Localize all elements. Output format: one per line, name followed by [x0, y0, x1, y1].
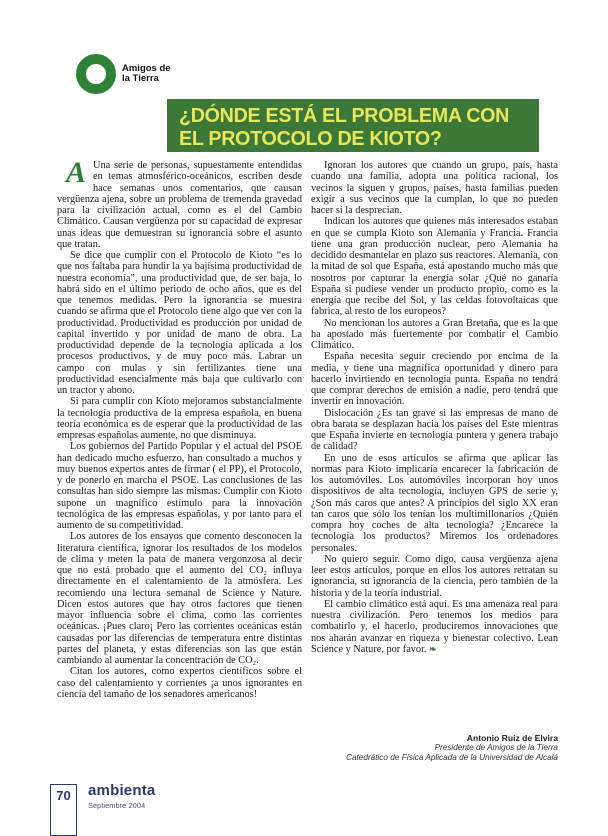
- author-name: Antonio Ruiz de Elvira: [466, 733, 558, 743]
- paragraph: No quiero seguir. Como digo, causa vergüenza ajena leer estos artículos, porque en ellos los autores retratan su ignorancia, su ignorancia de la ciencia, pero también de la historia y de la teoría industrial.: [311, 553, 558, 599]
- logo-org-name: [122, 64, 171, 85]
- article-column-right: [311, 160, 558, 655]
- article-title-banner: [167, 99, 539, 152]
- article-title-line1: ¿DÓNDE ESTÁ EL PROBLEMA CON: [179, 104, 510, 127]
- dropcap-letter: A: [66, 156, 87, 189]
- article-end-mark-icon: ❧: [429, 643, 436, 654]
- paragraph: Ignoran los autores que cuando un grupo, país, hasta cuando una familia, adopta una política racional, los vecinos la siguen y grupos, países, hasta familias pueden exigir a sus vecinos que la cumplan, lo que no pueden hacer si la desprecian.: [311, 160, 558, 216]
- page-number: 70: [56, 788, 71, 803]
- paragraph: Indican los autores que quienes más interesados estaban en que se cumpla Kioto son Alemania y Francia. Francia tiene una gran producción nuclear, pero Alemania ha decidido desmantelar en plazo sus reactores. Alemania, con la mitad de sol que España, está apostando mucho más que nosotros por capturar la energía solar ¿Qué no ganaría España si pudiese vender un producto propio, como es la energía que recibe del Sol, y las celdas fotovoltaicas que fabrica, al resto de los europeos?: [311, 216, 558, 318]
- paragraph-lead-text: Una serie de personas, supuestamente entendidas en temas atmosférico-oceánicos, escriben desde hace semanas unos comentarios, que causan vergüenza ajena, sobre un problema de tremenda gravedad para la civilización actual, como es el del Cambio Climático. Causan vergüenza por su capacidad de expresar unas ideas que demuestran su ignorancia sobre el asunto que tratan.: [57, 160, 302, 250]
- paragraph: Los gobiernos del Partido Popular y el actual del PSOE han dedicado mucho esfuerzo, han consultado a muchos y muy buenos expertos antes de firmar ( el PP), el Protocolo, y de ponerlo en marcha el PSOE. Las conclusiones de las consultas han sido siempre las mismas: Cumplir con Kioto supone un magnífico estímulo para la innovación tecnológica de las empresas españolas, y por tanto para el aumento de su competitividad.: [57, 441, 302, 531]
- paragraph: Dislocación ¿Es tan grave si las empresas de mano de obra barata se desplazan hacia los países del Este mientras que España invierte en tecnología puntera y genera trabajo de calidad?: [311, 407, 558, 453]
- article-column-left: [57, 156, 302, 700]
- article-title-line2: EL PROTOCOLO DE KIOTO?: [179, 127, 442, 150]
- paragraph-last-text: El cambio climático está aquí. Es una amenaza real para nuestra civilización. Pero tenemos los medios para combatirlo y, el hacerlo, produciremos innovaciones que nos aharán avanzar en riqueza y bienestar colectivo. Lean Science y Nature, por favor.: [311, 598, 558, 655]
- author-role-professor: Catedrático de Física Aplicada de la Universidad de Alcalá: [346, 753, 558, 762]
- author-block: [311, 733, 558, 763]
- logo-org-line1: Amigos de: [122, 62, 171, 74]
- magazine-name: ambienta: [88, 782, 156, 799]
- issue-date: Septiembre 2004: [88, 801, 146, 810]
- author-role-president: Presidente de Amigos de la Tierra: [434, 743, 558, 752]
- paragraph: Si para cumplir con Kioto mejoramos substancialmente la tecnología productiva de la empresa española, en buena teoría económica es de esperar que la productividad de las empresas españolas aumente, no que disminuya.: [57, 396, 302, 441]
- paragraph: Los autores de los ensayos que comento desconocen la literatura científica, ignorar los resultados de los modelos de clima y meten la pata de manera vergonzosa al decir que no está probado que el aumento del CO₂ influya directamente en el calentamiento de la atmósfera. Les recomiendo una lectura semanal de Science y Nature. Dicen estos autores que hay otros factores que tienen mayor influencia sobre el clima, como las corrientes oceánicas. ¡Pues claro¡ Pero las corrientes oceánicas están causadas por las diferencias de temperatura entre distintas partes del planeta, y estas diferencias son las que están cambiando al aumentar la concentración de CO₂.: [57, 531, 302, 666]
- paragraph: Se dice que cumplir con el Protocolo de Kioto “es lo que nos faltaba para hundir la ya bajísima productividad de nuestra economía”, una productividad que, de ser baja, lo habrá sido en el último periodo de ocho años, que es del que tenemos medidas. Pero la ignorancia se muestra cuando se afirma que el Protocolo tiene algo que ver con la productividad. Productividad es producción por unidad de capital invertido y por unidad de mano de obra. La productividad depende de la tecnología aplicada a los procesos productivos, y de muy poco más. Labrar un campo con mulas y sin fertilizantes tiene una productividad esencialmente más baja que cultivarlo con un tractor y abono.: [57, 250, 302, 396]
- paragraph-lead: [57, 156, 302, 250]
- paragraph-last: [311, 599, 558, 655]
- paragraph: No mencionan los autores a Gran Bretaña, que es la que ha apostado más fuertemente por combatir el Cambio Climático.: [311, 317, 558, 351]
- paragraph: En uno de esos artículos se afirma que aplicar las normas para Kioto implicaría encarecer la fabricación de los automóviles. Los automóviles incorporan hoy unos dispositivos de alta tecnología, incluyen GPS de serie y, ¿Son más caros que antes? A principios del siglo XX eran tan caros que sólo los tenían los multimillonarios ¿Quién compra hoy coches de alta tecnología? ¿Encarece la tecnología los productos? Miremos los ordenadores personales.: [311, 452, 558, 554]
- logo-org-line2: la Tierra: [122, 73, 159, 84]
- paragraph: Citan los autores, como expertos científicos sobre el caso del calentamiento y corrientes ¡a unos ignorantes en ciencia del tamaño de los senadores americanos!: [57, 666, 302, 700]
- page-number-box: [50, 784, 77, 836]
- paragraph: España necesita seguir creciendo por encima de la media, y tiene una magnífica oportunidad y dinero para hacerlo invirtiendo en tecnología punta. España no tendrá que comprar derechos de emisión a nadie, pero tendrá que invertir en innovación.: [311, 351, 558, 408]
- green-ring-icon: [76, 54, 116, 94]
- amigos-de-la-tierra-logo: [76, 54, 171, 94]
